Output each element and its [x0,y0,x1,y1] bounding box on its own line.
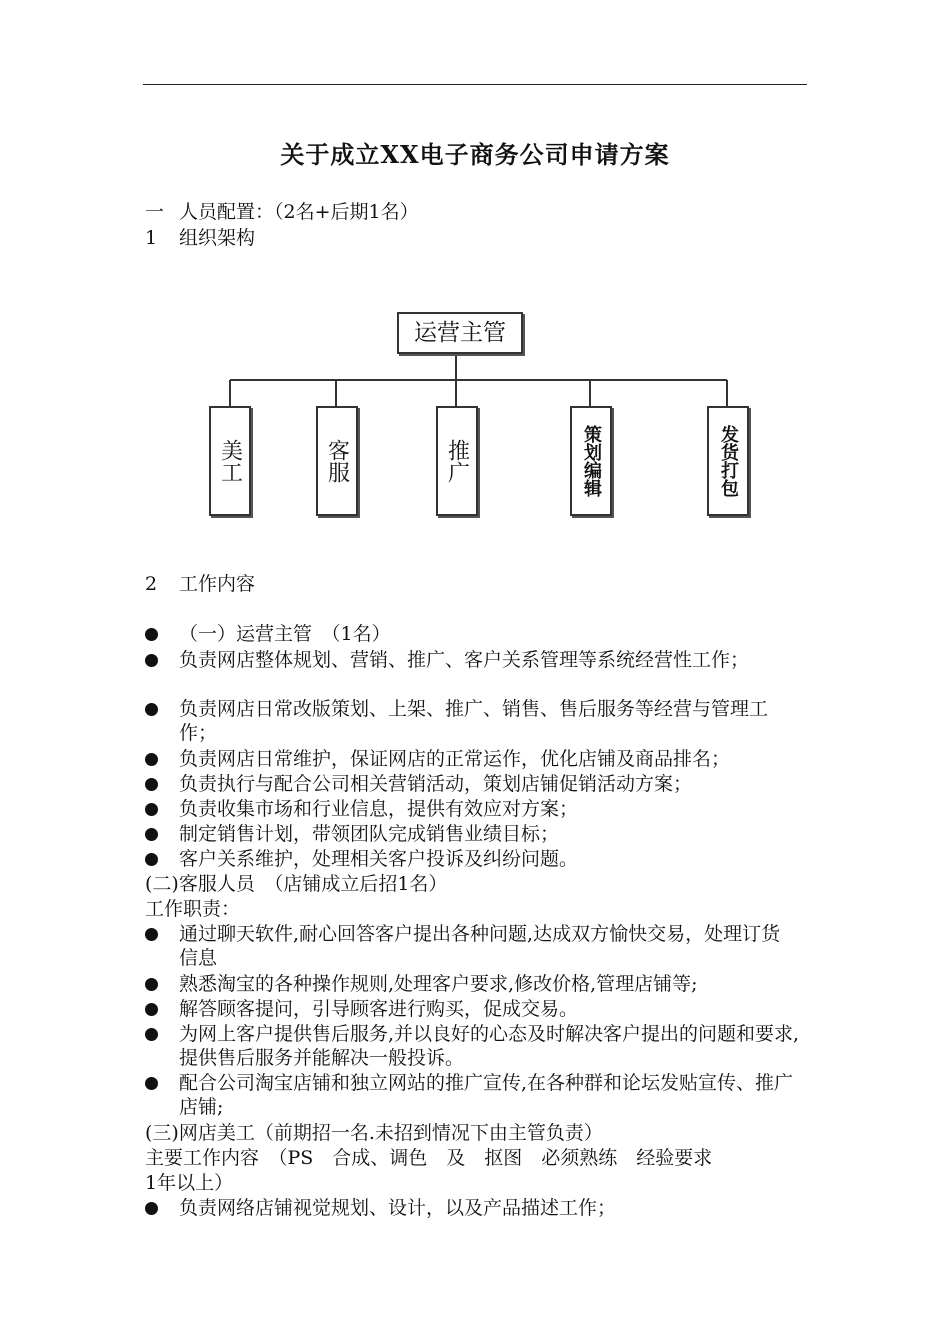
cs-heading: (二)客服人员 （店铺成立后招1名） [145,873,448,895]
bullet-dot [145,928,158,941]
bullet-dot [145,628,158,641]
org-node-promotion [436,406,478,516]
list-item: 负责网店日常维护，保证网店的正常运作，优化店铺及商品排名； [145,747,815,771]
bullet-dot [145,978,158,991]
bullet-dot [145,1028,158,1041]
bullet-dot [145,803,158,816]
org-node-shipping-label: 发货打包 [718,425,739,497]
subsection-2-text: 工作内容 [179,573,256,595]
bullet-dot [145,753,158,766]
section-1-marker: 一 [145,201,165,223]
subsection-1-number: 1 [145,227,158,249]
org-node-manager [397,312,523,354]
list-item: 负责网店日常改版策划、上架、推广、销售、售后服务等经营与管理工作； [145,697,805,745]
org-node-service [316,406,358,516]
list-item: 负责执行与配合公司相关营销活动，策划店铺促销活动方案； [145,772,815,796]
bullet-dot [145,703,158,716]
bullet-dot [145,778,158,791]
list-item: 为网上客户提供售后服务,并以良好的心态及时解决客户提出的问题和要求,提供售后服务并能解决一般投诉。 [145,1022,805,1070]
org-node-planning [570,406,612,516]
list-item: 通过聊天软件,耐心回答客户提出各种问题,达成双方愉快交易，处理订货信息 [145,922,795,970]
org-node-promotion-label: 推广 [444,439,470,483]
subsection-1-heading [145,226,255,251]
subsection-1-text: 组织架构 [179,227,256,249]
list-item: 熟悉淘宝的各种操作规则,处理客户要求,修改价格,管理店铺等; [145,972,815,996]
list-item: 解答顾客提问，引导顾客进行购买，促成交易。 [145,997,815,1021]
list-item: 制定销售计划，带领团队完成销售业绩目标； [145,822,815,846]
subsection-2-heading [145,572,255,597]
art-main-line-2: 1年以上） [145,1172,234,1194]
org-node-shipping [707,406,749,516]
list-item: 负责网络店铺视觉规划、设计，以及产品描述工作； [145,1196,815,1220]
page-title: 关于成立XX电子商务公司申请方案 [280,140,670,169]
bullet-dot [145,1202,158,1215]
org-chart [196,300,776,525]
list-item: 客户关系维护，处理相关客户投诉及纠纷问题。 [145,847,815,871]
org-node-art [209,406,251,516]
art-main-line-1: 主要工作内容 （PS 合成、调色 及 抠图 必须熟练 经验要求 [145,1147,713,1169]
bullet-dot [145,1003,158,1016]
bullet-dot [145,853,158,866]
org-node-service-label: 客服 [324,439,350,483]
header-rule [143,84,807,85]
subsection-2-number: 2 [145,573,158,595]
section-1-text: 人员配置：（2名+后期1名） [179,201,419,223]
cs-duty-label: 工作职责： [145,898,241,920]
org-node-art-label: 美工 [217,439,243,483]
org-node-manager-label: 运营主管 [414,320,506,346]
bullet-dot [145,654,158,667]
bullet-dot [145,828,158,841]
org-node-planning-label: 策划编辑 [581,425,602,497]
list-item: 负责网店整体规划、营销、推广、客户关系管理等系统经营性工作； [145,648,815,672]
art-heading: (三)网店美工（前期招一名.未招到情况下由主管负责） [145,1122,603,1144]
list-item: （一）运营主管 （1名） [145,622,815,646]
bullet-dot [145,1077,158,1090]
section-1-heading [145,200,419,225]
list-item: 负责收集市场和行业信息，提供有效应对方案； [145,797,815,821]
list-item: 配合公司淘宝店铺和独立网站的推广宣传,在各种群和论坛发贴宣传、推广店铺; [145,1071,805,1119]
